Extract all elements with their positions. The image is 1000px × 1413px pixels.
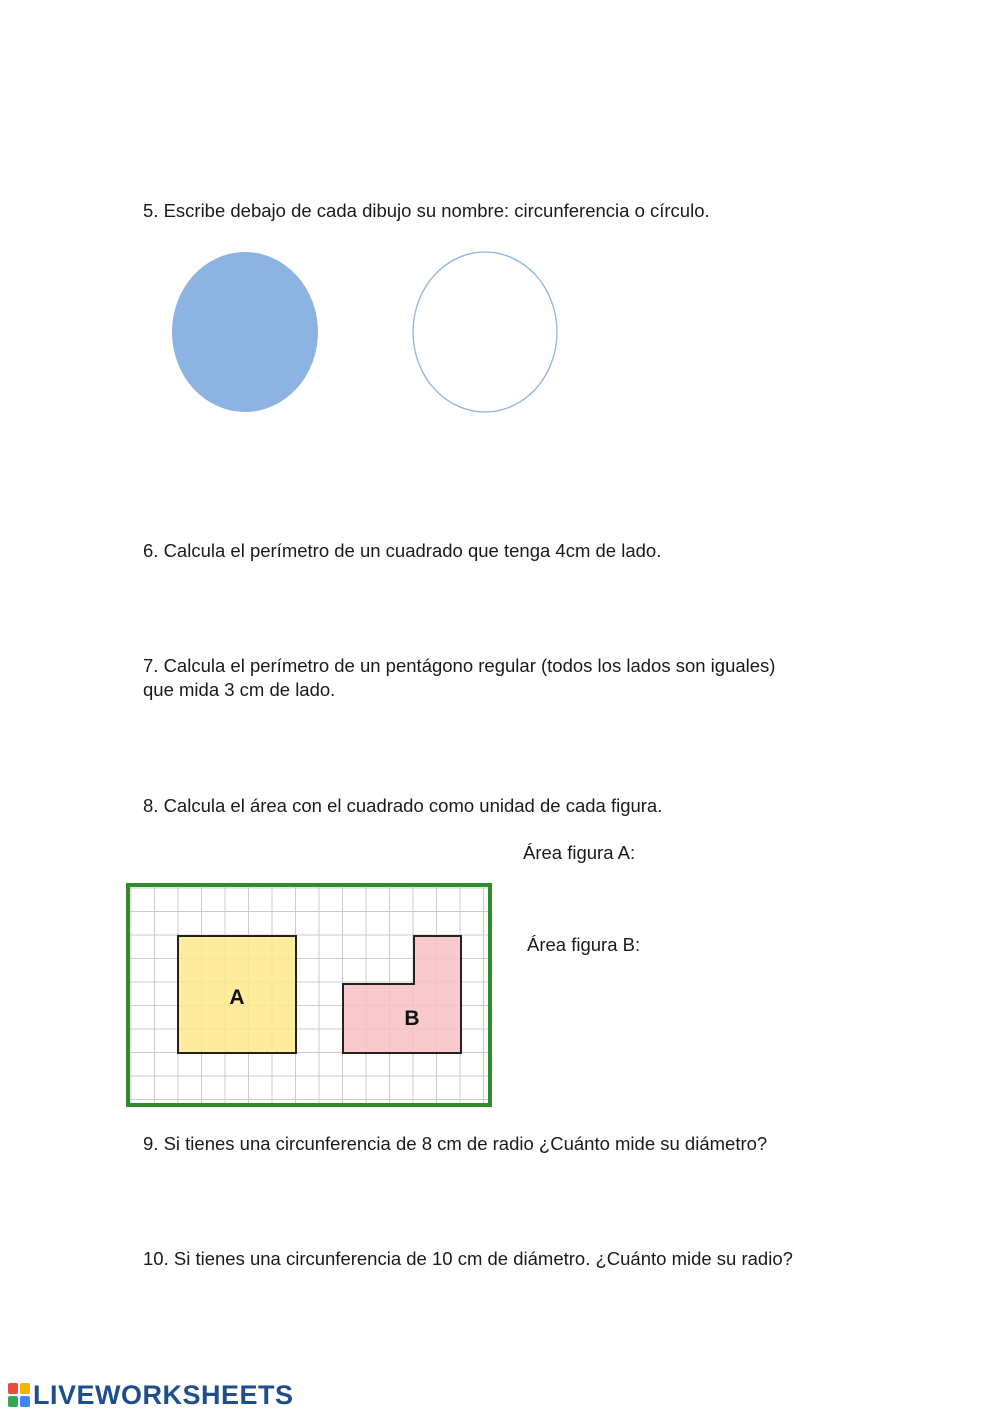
- question-7-line-2: que mida 3 cm de lado.: [143, 679, 336, 700]
- question-8: 8. Calcula el área con el cuadrado como unidad de cada figura.: [143, 795, 663, 816]
- figure-a-label: A: [229, 986, 245, 1009]
- area-grid-figure: [126, 883, 492, 1107]
- question-9: 9. Si tienes una circunferencia de 8 cm de radio ¿Cuánto mide su diámetro?: [143, 1133, 768, 1154]
- outline-circle: [413, 252, 557, 412]
- question-10: 10. Si tienes una circunferencia de 10 cm de diámetro. ¿Cuánto mide su radio?: [143, 1248, 793, 1269]
- circles-drawing: [0, 240, 1000, 440]
- question-5: 5. Escribe debajo de cada dibujo su nombre: circunferencia o círculo.: [143, 200, 710, 221]
- area-figure-a-label: Área figura A:: [523, 842, 636, 863]
- logo-icon: [8, 1383, 30, 1407]
- question-6: 6. Calcula el perímetro de un cuadrado que tenga 4cm de lado.: [143, 540, 662, 561]
- question-7-line-1: 7. Calcula el perímetro de un pentágono regular (todos los lados son iguales): [143, 655, 776, 676]
- logo-text: LIVEWORKSHEETS: [33, 1379, 294, 1410]
- filled-circle: [172, 252, 318, 412]
- liveworksheets-logo: [8, 1380, 294, 1410]
- figure-b-label: B: [404, 1007, 420, 1030]
- area-figure-b-label: Área figura B:: [527, 934, 641, 955]
